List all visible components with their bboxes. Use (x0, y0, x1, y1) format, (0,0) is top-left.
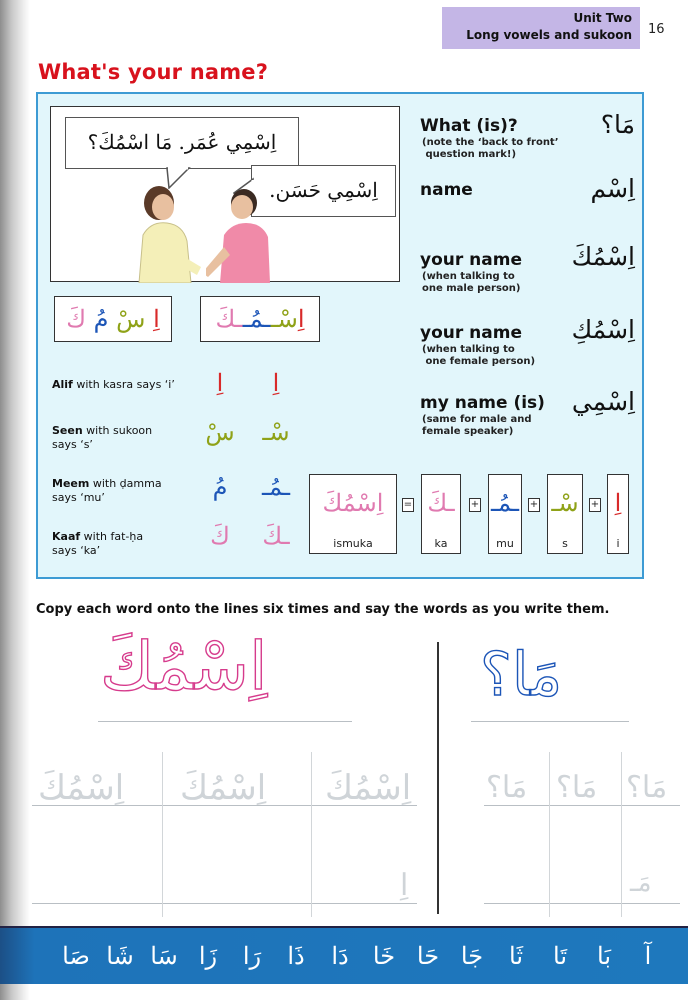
page-binding-shadow (0, 0, 30, 1000)
rule-joined-glyph: ـمُـ (262, 473, 290, 501)
grid-separator (162, 752, 163, 917)
vocab-english: your name (420, 323, 522, 343)
rule-text: with sukoon (82, 424, 153, 437)
equation-word-label: ismuka (333, 537, 373, 550)
plus-sign: + (590, 499, 600, 510)
alphabet-item: آ (644, 942, 652, 970)
alphabet-item: حَا (416, 942, 440, 970)
alphabet-item: سَا (150, 942, 178, 970)
vocab-note: (same for male and female speaker) (422, 414, 532, 437)
vocab-note: (when talking to one male person) (422, 271, 521, 294)
vocab-english: your name (420, 250, 522, 270)
equation-part-label: s (562, 537, 568, 550)
alphabet-item: ثَا (509, 942, 523, 970)
plus-sign: + (470, 499, 480, 510)
equals-sign: = (403, 499, 413, 510)
letter-alif: اِ (297, 305, 305, 333)
letters-card-joined (200, 296, 320, 342)
alphabet-item: صَا (62, 942, 90, 970)
vocab-arabic: اِسْم (590, 174, 635, 203)
equation-part-box (421, 474, 461, 554)
unit-tab (442, 7, 640, 49)
equation-part-kaaf: ـكَ (427, 489, 455, 517)
model-baseline (471, 721, 629, 722)
grid-separator (549, 752, 550, 917)
rule-letter-name: Alif (52, 378, 73, 391)
equation-part-label: ka (434, 537, 448, 550)
rule-isolated-glyph: كَ (210, 522, 230, 550)
rule-joined-glyph: ـكَ (262, 522, 290, 550)
alphabet-item: دَا (331, 942, 349, 970)
equation-part-box (547, 474, 583, 554)
vocab-arabic: اِسْمِي (571, 387, 635, 416)
letter-seen: سْـ (270, 305, 298, 333)
vocab-arabic: اِسْمُكِ (571, 315, 635, 344)
rule-isolated-glyph: اِ (216, 369, 224, 397)
trace-start-hint: اِ (400, 868, 409, 903)
speech-bubble-omar: اِسْمِي عُمَر. مَا اسْمُكَ؟ (65, 117, 299, 169)
equation-part-meem: ـمُـ (491, 489, 519, 517)
vocab-english: What (is)? (420, 116, 518, 136)
alphabet-item: زَا (198, 942, 218, 970)
model-baseline (98, 721, 352, 722)
unit-topic: Long vowels and sukoon (466, 28, 632, 42)
rule-letter-name: Seen (52, 424, 83, 437)
equation-part-box (488, 474, 522, 554)
letter-kaaf: ـكَ (215, 305, 243, 333)
alphabet-strip (0, 926, 688, 984)
letter-seen: سْ (116, 305, 146, 333)
grid-separator (621, 752, 622, 917)
equation-part-seen: سْـ (551, 489, 579, 517)
grid-separator (311, 752, 312, 917)
writing-line[interactable] (484, 903, 680, 904)
trace-start-hint: مَـ (630, 868, 652, 898)
trace-word: مَا؟ (626, 770, 668, 805)
plus-sign: + (529, 499, 539, 510)
equation-part-box (607, 474, 629, 554)
speech-bubble-hasan: اِسْمِي حَسَن. (251, 165, 396, 217)
rule-text: with kasra says ‘i’ (72, 378, 175, 391)
vocab-arabic: مَا؟ (600, 110, 635, 139)
model-word-ma: مَا؟ (480, 640, 563, 710)
rule-letter-name: Meem (52, 477, 90, 490)
rule-text-2: says ‘mu’ (52, 491, 105, 504)
alphabet-item: جَا (460, 942, 484, 970)
trace-word: اِسْمُكَ (38, 768, 125, 808)
dialogue-illustration (50, 106, 400, 282)
vocab-note: (note the ‘back to front’ question mark!) (422, 137, 559, 160)
vocab-note: (when talking to one female person) (422, 344, 536, 367)
alphabet-item: تَا (553, 942, 567, 970)
alphabet-item: شَا (106, 942, 134, 970)
model-word-ismuka: اِسْمُكَ (100, 628, 268, 705)
page-title: What's your name? (38, 60, 269, 84)
trace-word: اِسْمُكَ (325, 768, 412, 808)
trace-word: مَا؟ (556, 770, 598, 805)
rule-isolated-glyph: مُ (212, 473, 228, 501)
trace-word: اِسْمُكَ (180, 768, 267, 808)
vocab-english: my name (is) (420, 393, 545, 413)
rule-text: with ḍamma (89, 477, 162, 490)
letter-kaaf: كَ (66, 305, 87, 333)
alphabet-item: بَا (597, 942, 611, 970)
rule-letter-name: Kaaf (52, 530, 81, 543)
equation-part-label: mu (496, 537, 514, 550)
instruction-text: Copy each word onto the lines six times and say the words as you write them. (36, 602, 610, 617)
practice-divider (437, 642, 439, 914)
letter-meem: ـمُـ (242, 305, 271, 333)
page-number: 16 (648, 22, 665, 37)
equation-part-alif: اِ (614, 489, 622, 517)
writing-line[interactable] (32, 903, 417, 904)
unit-label: Unit Two (573, 11, 632, 25)
writing-line[interactable] (484, 805, 680, 806)
trace-word: مَا؟ (486, 770, 528, 805)
letter-meem: مُ (93, 305, 109, 333)
equation-part-label: i (616, 537, 620, 550)
rule-joined-glyph: اِ (272, 369, 280, 397)
rule-text-2: says ‘s’ (52, 438, 93, 451)
rule-text: with fat-ḥa (80, 530, 144, 543)
boy-omar-illustration (121, 185, 201, 283)
vocab-english: name (420, 180, 473, 200)
boy-hasan-illustration (206, 189, 286, 283)
equation-word: اِسْمُكَ (322, 489, 384, 517)
alphabet-item: رَا (242, 942, 262, 970)
rule-isolated-glyph: سْ (205, 418, 235, 446)
equation-word-box (309, 474, 397, 554)
letter-alif: اِ (153, 305, 160, 333)
rule-joined-glyph: سْـ (262, 418, 290, 446)
rule-text-2: says ‘ka’ (52, 544, 101, 557)
vocab-arabic: اِسْمُكَ (571, 242, 635, 271)
alphabet-item: ذَا (287, 942, 305, 970)
letters-card-separate (54, 296, 172, 342)
alphabet-item: خَا (372, 942, 396, 970)
